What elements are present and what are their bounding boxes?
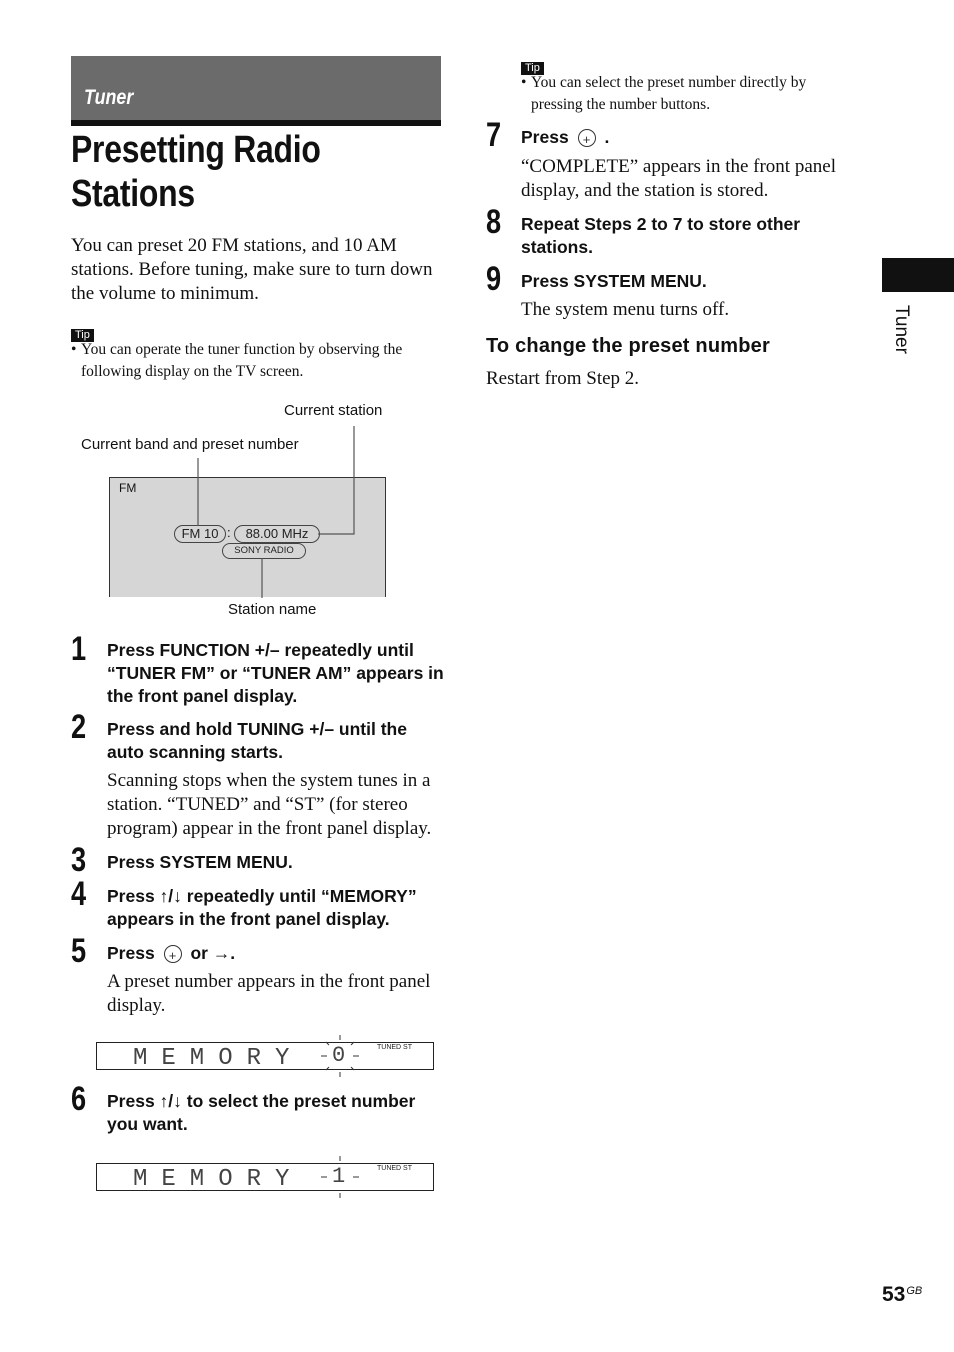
label-station-name: Station name [228, 601, 317, 618]
lcd-2-preset: 1 [332, 1164, 346, 1189]
subheading-change-preset: To change the preset number [486, 335, 770, 357]
step-1-heading: Press FUNCTION +/– repeatedly until “TUNER FM” or “TUNER AM” appears in the front panel display. [107, 640, 444, 706]
tip-2-text: You can select the preset number directly by pressing the number buttons. [531, 74, 807, 113]
label-band-preset: Current band and preset number [81, 436, 299, 453]
step-5-head-pre: Press [107, 943, 155, 963]
step-5-number: 5 [71, 932, 87, 970]
preset-pill: FM 10 [174, 525, 226, 543]
step-5-head-post: or →. [190, 943, 236, 963]
lcd-1-text: MEMORY [133, 1045, 304, 1072]
station-name-pill: SONY RADIO [222, 543, 306, 559]
step-8-heading: Repeat Steps 2 to 7 to store other stations. [521, 214, 801, 257]
step-7-heading [521, 126, 851, 149]
step-8-number: 8 [486, 203, 502, 241]
blink-icon [319, 1035, 361, 1077]
page-number-value: 53 [882, 1283, 906, 1306]
step-5-heading [107, 942, 447, 965]
subheading-body: Restart from Step 2. [486, 368, 640, 389]
section-title: Tuner [84, 86, 134, 109]
side-tab-marker [882, 258, 954, 292]
step-9-heading: Press SYSTEM MENU. [521, 271, 707, 291]
lcd-1-indicator: TUNED ST [377, 1044, 412, 1051]
front-panel-display-2 [96, 1163, 434, 1191]
title-line-1: Presetting Radio [71, 129, 321, 171]
tip-label-2: Tip [521, 62, 544, 75]
step-9-number: 9 [486, 260, 502, 298]
front-panel-display-1 [96, 1042, 434, 1070]
step-6-number: 6 [71, 1080, 87, 1118]
step-7-head-pre: Press [521, 127, 569, 147]
enter-button-icon [578, 129, 596, 147]
step-1-number: 1 [71, 630, 87, 668]
tip-1-text: You can operate the tuner function by observing the following display on the TV screen. [81, 341, 403, 380]
page-number [882, 1283, 922, 1307]
tip-label: Tip [71, 329, 94, 342]
step-9-body: The system menu turns off. [521, 299, 730, 320]
lcd-2-text: MEMORY [133, 1166, 304, 1193]
blink-icon [319, 1156, 361, 1198]
step-2-number: 2 [71, 708, 87, 746]
intro-paragraph: You can preset 20 FM stations, and 10 AM stations. Before tuning, make sure to turn down the volume to minimum. [71, 235, 433, 304]
step-3-heading: Press SYSTEM MENU. [107, 852, 293, 872]
tip-2: • You can select the preset number directly by pressing the number buttons. [521, 72, 851, 116]
step-6-heading: Press ↑/↓ to select the preset number you want. [107, 1091, 416, 1134]
page-suffix: GB [906, 1285, 923, 1297]
lcd-2-indicator: TUNED ST [377, 1165, 412, 1172]
side-tab-label: Tuner [891, 305, 912, 354]
step-2-heading: Press and hold TUNING +/– until the auto scanning starts. [107, 719, 407, 762]
separator: : [227, 525, 231, 540]
step-5-body: A preset number appears in the front panel display. [107, 971, 431, 1016]
step-2-body: Scanning stops when the system tunes in a station. “TUNED” and “ST” (for stereo program) appear in the front panel display. [107, 770, 432, 839]
frequency-pill: 88.00 MHz [234, 525, 320, 543]
label-current-station: Current station [284, 402, 383, 419]
step-7-number: 7 [486, 116, 502, 154]
step-4-number: 4 [71, 875, 87, 913]
step-7-head-post: . [604, 127, 610, 147]
enter-button-icon [164, 945, 182, 963]
step-7-body: “COMPLETE” appears in the front panel display, and the station is stored. [521, 156, 836, 201]
lcd-1-preset: 0 [332, 1043, 346, 1068]
title-line-2: Stations [71, 173, 195, 215]
step-3-number: 3 [71, 841, 87, 879]
screen-band: FM [119, 481, 137, 495]
tip-1: • You can operate the tuner function by observing the following display on the TV screen. [71, 339, 443, 383]
step-4-heading: Press ↑/↓ repeatedly until “MEMORY” appears in the front panel display. [107, 886, 417, 929]
